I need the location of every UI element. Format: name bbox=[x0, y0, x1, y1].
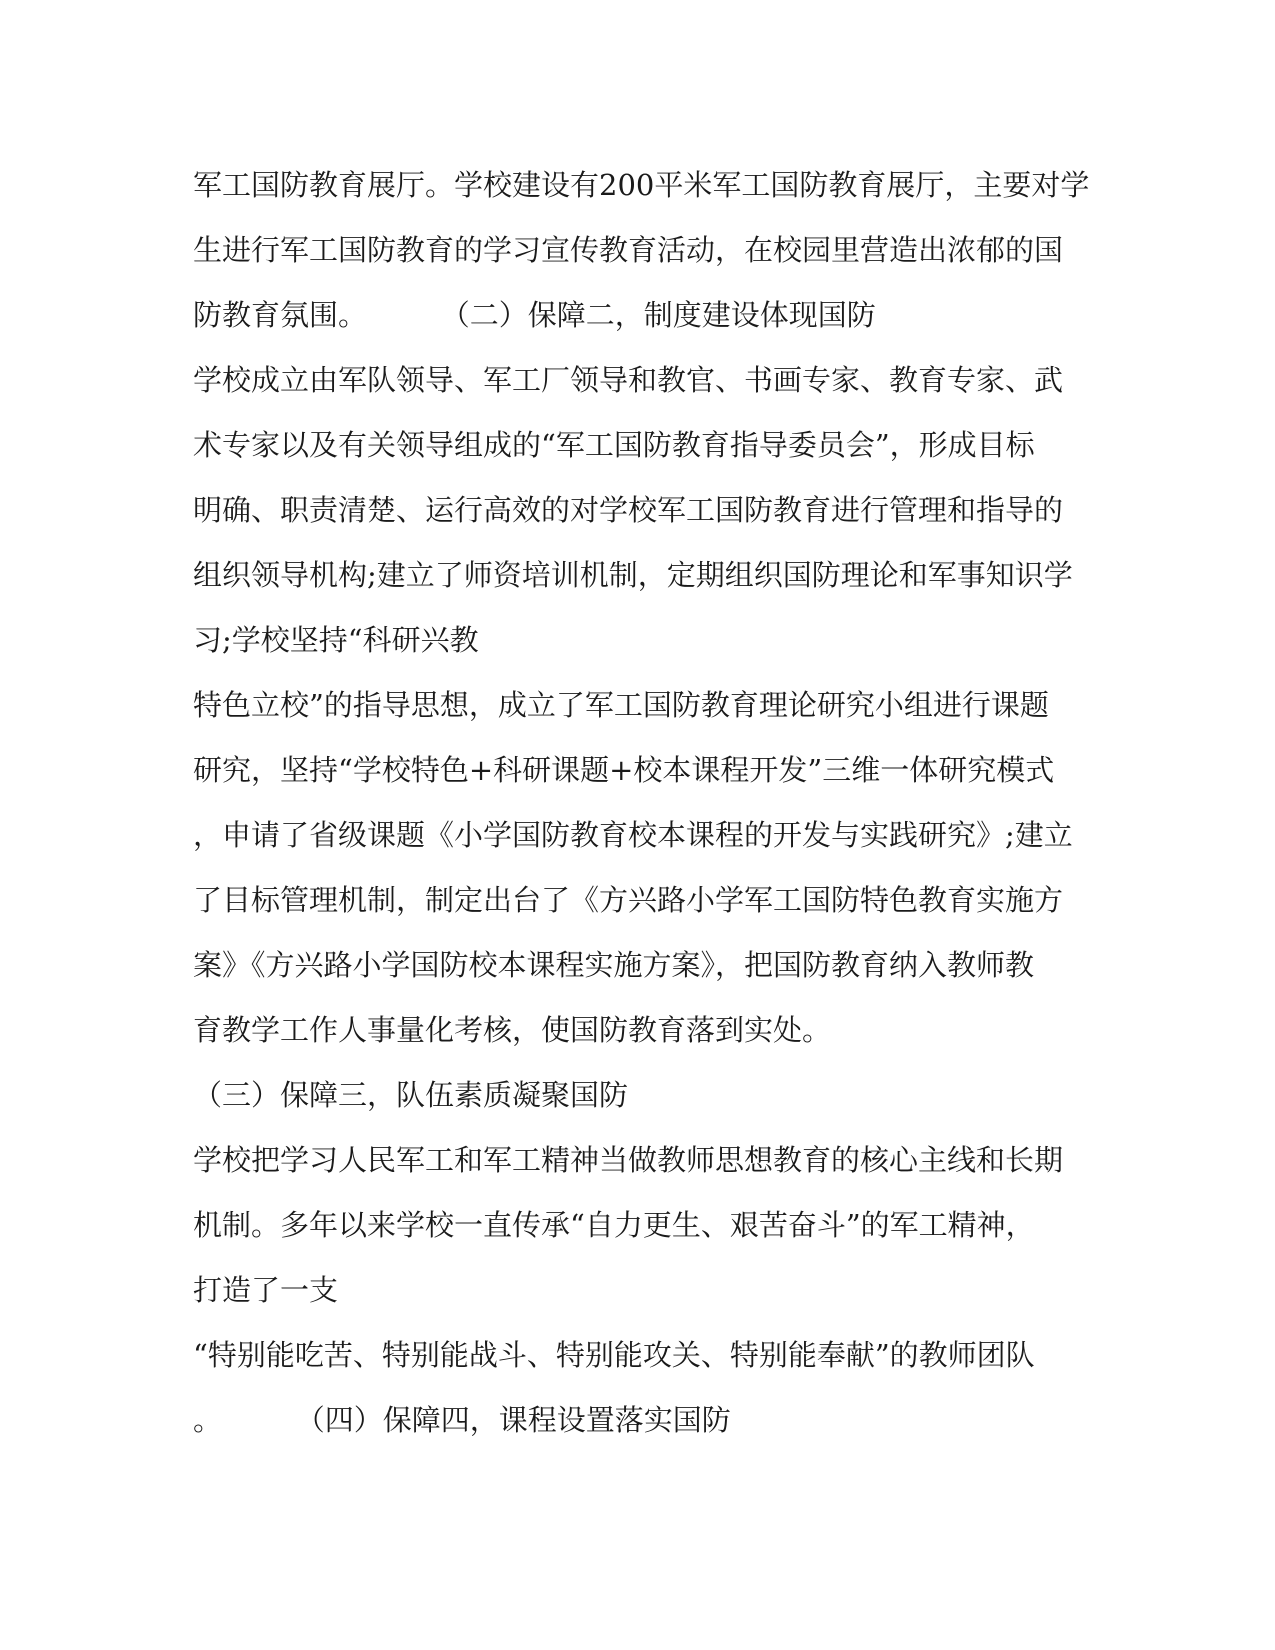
text-line: 防教育氛围。 （二）保障二，制度建设体现国防 bbox=[193, 298, 876, 332]
text-line: 案》《方兴路小学国防校本课程实施方案》，把国防教育纳入教师教 bbox=[193, 948, 1035, 982]
text-line: “特别能吃苦、特别能战斗、特别能攻关、特别能奉献”的教师团队 bbox=[193, 1338, 1035, 1372]
text-line: 学校把学习人民军工和军工精神当做教师思想教育的核心主线和长期 bbox=[193, 1143, 1064, 1177]
text-line: 了目标管理机制，制定出台了《方兴路小学军工国防特色教育实施方 bbox=[193, 883, 1064, 917]
text-line: 打造了一支 bbox=[193, 1273, 339, 1307]
text-line: ，申请了省级课题《小学国防教育校本课程的开发与实践研究》;建立 bbox=[193, 818, 1073, 852]
text-line: 。 （四）保障四，课程设置落实国防 bbox=[193, 1403, 731, 1437]
text-line: 研究，坚持“学校特色+科研课题+校本课程开发”三维一体研究模式 bbox=[193, 753, 1055, 787]
text-line: 育教学工作人事量化考核，使国防教育落到实处。 bbox=[193, 1013, 832, 1047]
text-line: 术专家以及有关领导组成的“军工国防教育指导委员会”，形成目标 bbox=[193, 428, 1035, 462]
section-heading: （三）保障三，队伍素质凝聚国防 bbox=[193, 1078, 629, 1112]
text-line: 习;学校坚持“科研兴教 bbox=[193, 623, 479, 657]
text-line: 军工国防教育展厅。学校建设有200平米军工国防教育展厅，主要对学 bbox=[193, 168, 1090, 202]
body-text bbox=[193, 153, 1093, 1453]
text-line: 学校成立由军队领导、军工厂领导和教官、书画专家、教育专家、武 bbox=[193, 363, 1064, 397]
text-line: 机制。多年以来学校一直传承“自力更生、艰苦奋斗”的军工精神， bbox=[193, 1208, 1035, 1242]
text-line: 特色立校”的指导思想，成立了军工国防教育理论研究小组进行课题 bbox=[193, 688, 1049, 722]
text-line: 生进行军工国防教育的学习宣传教育活动，在校园里营造出浓郁的国 bbox=[193, 233, 1064, 267]
text-line: 明确、职责清楚、运行高效的对学校军工国防教育进行管理和指导的 bbox=[193, 493, 1064, 527]
text-line: 组织领导机构;建立了师资培训机制，定期组织国防理论和军事知识学 bbox=[193, 558, 1073, 592]
